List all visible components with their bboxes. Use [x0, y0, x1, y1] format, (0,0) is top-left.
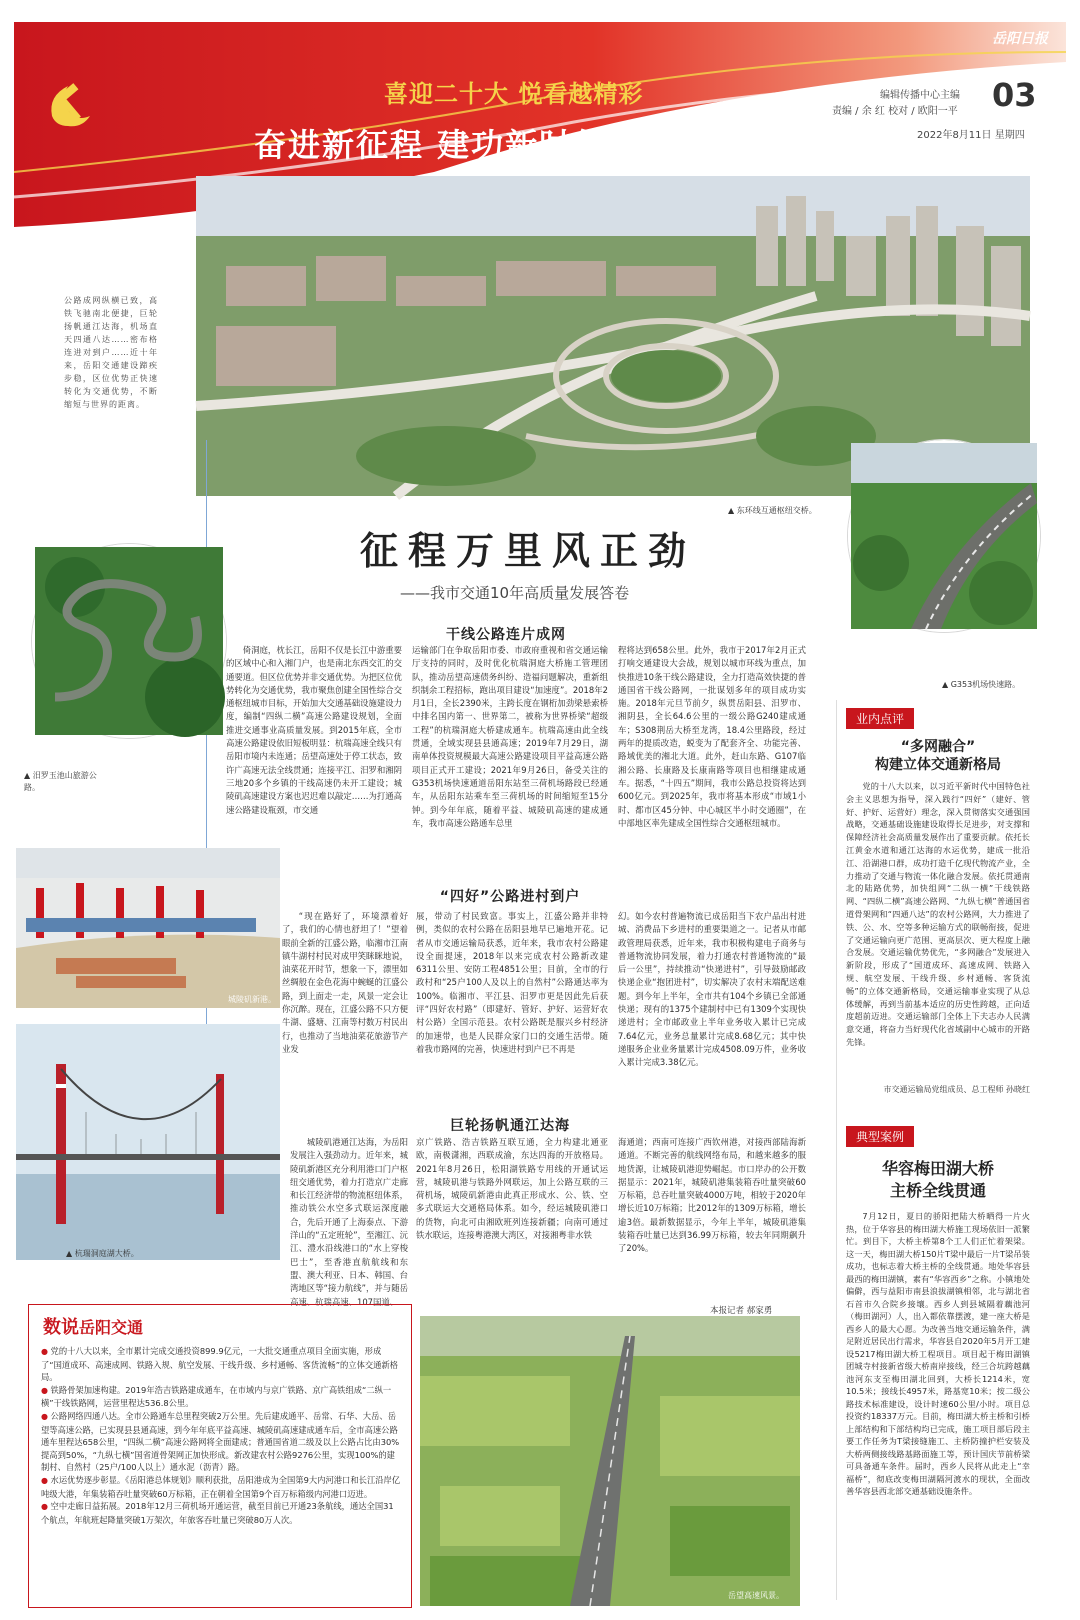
data-list-item-text: 水运优势逐步彰显。《岳阳港总体规划》顺利获批，岳阳港成为全国第9大内河港口和长江沿岸亿吨级大港，年集装箱吞吐量突破60万标箱，正在朝着全国第9个百万标箱级内河港口迈进。: [41, 1474, 401, 1499]
section3-col3-text: 海通道；西南可连接广西钦州港，对接西部陆海新通道。不断完善的航线网络布局，和越来越多的服地货源，让城陵矶港迎势崛起。市口岸办的公开数据显示：2021年，城陵矶港集装箱吞吐量突破60万标箱，总吞吐量突破4000万吨，相较于2020年增长近10万标箱；比2012年的1309万标箱，增长逾3倍。最新数据显示，今年上半年，城陵矶港集装箱吞吐量已达到36.99万标箱，较去年同期飙升了20%。: [618, 1137, 806, 1254]
road-caption: 岳望高速风景。: [728, 1591, 784, 1600]
bullet-icon: ●: [41, 1475, 51, 1485]
main-title: 奋进新征程 建功新时代 · 非凡十年: [254, 126, 784, 164]
data-list-item-text: 空中走廊日益拓展。2018年12月三荷机场开通运营，截至目前已开通23条航线，通达全国31个航点，年航班起降量突破1万架次，年旅客吞吐量已突破80万人次。: [41, 1501, 394, 1525]
intro-text: 公路成网纵横已致，高铁飞驰南北便捷，巨轮扬帆通江达海，机场直天四通八达……密布格连进对到户……近十年来，岳阳交通建设蹄疾步稳，区位优势正快速转化为交通优势，不断缩短与世界的距离。: [64, 296, 158, 409]
bullet-icon: ●: [41, 1411, 51, 1421]
section1-col3: [618, 644, 806, 874]
data-list-item: [41, 1474, 401, 1500]
section2-col3-text: 幻。如今农村普遍物流已成岳阳当下农户品出村进城、消费品下乡进村的重要渠道之一。记者从市邮政管理局获悉，近年来，我市积极构建电子商务与普通物流协同发展，着力打通农村普通物流的“最后一公里”，持续推动“快递进村”，引导鼓励邮政快递企业“抱团进村”，切实解决了农村末端配送难题。到今年上半年，全市共有104个乡镇已全部通快递；现有的1375个建制村中已有1309个实现快递进村；全市邮政业上半年业务收入累计已完成7.64亿元，业务总量累计完成8.68亿元；其中快递服务企业业务量累计完成4508.09万件，业务收入累计完成3.38亿元。: [618, 911, 806, 1068]
section2-col1: [282, 910, 408, 1086]
staff-line: 责编 / 余 红 校对 / 欧阳一平: [832, 106, 958, 117]
issue-date: 2022年8月11日 星期四: [917, 130, 1025, 141]
review-title-line2: 构建立体交通新格局: [875, 757, 1001, 773]
triangle-icon: ▲: [942, 680, 951, 689]
data-list-item-text: 党的十八大以来，全市累计完成交通投资899.9亿元，一大批交通重点项目全面实施，形成了“国道成环、高速成网、铁路入规、航空发展、干线升级、乡村通畅、客货流畅”的立体交通新格局。: [41, 1346, 399, 1383]
section2-title: “四好”公路进村到户: [439, 889, 581, 905]
right-divider: [836, 700, 837, 1600]
review-text: [846, 780, 1030, 1080]
triangle-icon: ▲: [66, 1249, 75, 1258]
data-box-title: [29, 1305, 411, 1345]
section1-col1-text: 倚洞庭，枕长江，岳阳不仅是长江中游重要的区域中心和入湘门户，也是南北东西交汇的交通要道。但区位优势并非交通优势。为把区位优势转化为交通优势，我市聚焦创建全国性综合交通枢纽城市目标，开始加大交通基础设施建设力度，编制“四纵二横”高速公路建设规划，全面推进交通事业高质量发展。到2015年底，全市高速公路建设依旧短板明显：杭瑞高速全线只有岳阳市境内未连通；岳望高速处于停工状态，致许广高速无法全线贯通；连接平江、汨罗和湘阴三地20多个乡镇的干线高速仍未开工建设；城陵矶高速建设方案也迟迟难以敲定……为打通高速公路建设瓶颈，市交通: [226, 645, 402, 815]
data-list-item-text: 铁路骨架加速构建。2019年浩吉铁路建成通车，在市域内与京广铁路、京广高铁组成“二纵一横”干线铁路网，运营里程达536.8公里。: [41, 1384, 392, 1409]
party-emblem-icon: [38, 76, 98, 136]
section2-col3: [618, 910, 806, 1086]
data-list: [29, 1345, 411, 1526]
byline: 本报记者 郝家勇: [710, 1306, 773, 1316]
bridge-caption-text: 杭瑞洞庭湖大桥。: [74, 1249, 139, 1258]
data-box-title-rest: 岳阳交通: [79, 1318, 144, 1337]
section1-title: 干线公路连片成网: [446, 627, 566, 643]
winding-road-photo: [32, 544, 226, 738]
data-list-item-text: 公路网络四通八达。全市公路通车总里程突破2万公里。先后建成通平、岳常、石华、大岳、岳望等高速公路，已实现县县通高速，到今年年底平益高速、城陵矶高速建成通车后，全市高速公路通车里程达658公里，“四纵二横”高速公路网将全面建成；普通国省道二级及以上公路占比由30%提高到50%，“九纵七横”国省道骨架网正加快形成。新改建农村公路9276公里，实现100%的建制村、自然村（25户/100人以上）通水泥（沥青）路。: [41, 1410, 400, 1473]
bridge-caption: [66, 1248, 139, 1259]
review-tag: [846, 708, 914, 729]
section2-col1-text: “现在路好了，环境漂着好了，我们的心情也舒坦了！”望着眼前全新的江盛公路，临湘市江南镇牛湖村村民对成甲笑眯眯地说，油菜花开时节，想象一下，漂里如丝绸般在金色花海中蜿蜒的江盛公路，到上面走一走，风景一定会让你沉醉。现在，江盛公路不只方便牛湖、盛塘、江南等村数万村民出行，也推动了当地油菜花旅游节产业发: [282, 911, 408, 1054]
section2-col2: [416, 910, 608, 1086]
editor-center: 编辑传播中心主编: [880, 90, 960, 101]
article-title: 征程万里风正劲: [360, 528, 697, 573]
section1-col3-text: 程将达到658公里。此外，我市于2017年2月正式打响交通建设大会战，规划以城市环线为重点，加快推进10条干线公路建设，全力打造高效快捷的普通国省干线公路网，一批谋划多年的项目成功实施。2018年元旦节前夕，纵贯岳阳县、汨罗市、湘阴县，全长64.6公里的一级公路G240建成通车；S308荆岳大桥至龙湾，18.4公里路段，经过两年的提质改造，蜕变为了配套齐全、功能完善、路域优美的湘北大道。此外，赶山东路、G107临湘公路、长康路及长康南路等项目也相继建成通车。据悉，“十四五”期间，我市公路总投资将达到600亿元。到2025年，我市将基本形成“市域1小时、都市区45分钟、中心城区半小时交通圈”，在中部地区率先建成全国性综合交通枢纽城市。: [618, 645, 806, 828]
circle-right-caption: [942, 679, 1020, 690]
section3-title: 巨轮扬帆通江达海: [450, 1118, 570, 1134]
data-list-item: [41, 1345, 401, 1384]
triangle-icon: ▲: [24, 771, 33, 780]
case-tag-label: 典型案例: [846, 1126, 914, 1147]
data-list-item: [41, 1500, 401, 1526]
case-tag: [846, 1126, 914, 1147]
circle1-caption: [24, 770, 104, 794]
section1-col1: [226, 644, 402, 874]
circle-right-caption-text: G353机场快速路。: [950, 680, 1021, 689]
g353-road-photo: [848, 440, 1040, 632]
bullet-icon: ●: [41, 1347, 51, 1356]
triangle-icon: ▲: [728, 506, 737, 515]
page-number: 03: [992, 76, 1037, 114]
review-title-line1: “多网融合”: [900, 739, 976, 755]
section3-col1: [290, 1136, 408, 1307]
section1-col2: [412, 644, 608, 874]
case-title-line2: 主桥全线贯通: [889, 1181, 986, 1200]
article-subtitle: ——我市交通10年高质量发展答卷: [400, 584, 630, 602]
road-photo: [420, 1316, 800, 1606]
newspaper-logo: 岳阳日报: [992, 31, 1048, 47]
slogan: 喜迎二十大 悦看越精彩: [384, 80, 644, 108]
section2-col2-text: 展，带动了村民致富。事实上，江盛公路并非特例，类似的农村公路在岳阳县地早已遍地开花。记者从市交通运输局获悉，近年来，我市农村公路建设全面提速，2018年以来完成农村公路新改建6311公里、安防工程4851公里；目前，全市的行政村和“25户100人及以上的自然村”公路通达率为100%。临湘市、平江县、汨罗市更是因此先后获评“四好农村路”（即建好、管好、护好、运营好农村公路）全国示范县。农村公路既是服兴乡村经济的加速带，也是人民群众家门口的交通生活带。随着我市路网的完善，快速进村到户已不再是: [416, 911, 608, 1054]
section3-col1-text: 城陵矶港通江达海，为岳阳发展注入强劲动力。近年来，城陵矶新港区充分利用港口门户枢纽交通优势，着力打造京广走廊和长江经济带的物流枢纽体系，推动铁公水空多式联运深度融合，先后开通了上海泰点、下游洋山的“五定班轮”，至湘江、沅江、澧水沿线港口的“水上穿梭巴士”，至香港直航航线和东盟、澳大利亚、日本、韩国、台湾地区等“接力航线”，并与随岳高速、杭瑞高速、107国道、: [290, 1137, 408, 1307]
case-title-line1: 华容梅田湖大桥: [881, 1159, 994, 1178]
section3-col2: [416, 1136, 608, 1300]
section3-col3: [618, 1136, 806, 1300]
bullet-icon: ●: [41, 1502, 51, 1512]
top-photo-caption: [728, 505, 817, 516]
circle1-caption-text: 汨罗玉池山旅游公路。: [24, 771, 97, 792]
review-signature: 市交通运输局党组成员、总工程师 孙晓红: [883, 1085, 1030, 1094]
section1-col2-text: 运输部门在争取岳阳市委、市政府重视和省交通运输厅支持的同时，及时优化杭瑞洞庭大桥施工管理团队，推动岳望高速债务纠纷、造福问题解决，重新组织制余工程招标，跑出项目建设“加速度”。2018年2月1日，全长2390米，主跨长度在钢桁加劲梁悬索桥中排名国内第一、世界第二，被称为世界桥梁“超级工程”的杭瑞洞庭大桥建成通车。杭瑞高速由此全线贯通，全域实现县县通高速；2019年7月29日，湖南单体投资规模最大高速公路建设项目平益高速公路项目正式开工建设；2021年9月26日，备受关注的G353机场快速通道岳阳东站至三荷机场路段已经通车，从岳阳东站乘车至三荷机场的时间缩短至15分钟。到今年年底，随着平益、城陵矶高速的建成通车，我市高速公路通车总里: [412, 645, 608, 828]
port-photo: [16, 848, 280, 1008]
review-tag-label: 业内点评: [846, 708, 914, 729]
bridge-photo: [16, 1024, 280, 1260]
data-box: [28, 1304, 412, 1608]
port-caption: 城陵矶新港。: [228, 995, 276, 1004]
data-list-item: [41, 1384, 401, 1410]
case-text-body: 7月12日，夏日的骄阳把陆大桥晒得一片火热，位于华容县的梅田湖大桥施工现场依旧一派繁忙。到目下，大桥主桥第8个工人们正忙着架梁。这一天，梅田湖大桥150片T梁中最后一片T梁吊装成功，也标志着大桥主桥的全线贯通。地处华容县最西的梅田湖镇，素有“华容西乡”之称。小镇地处偏僻，西与益阳市南县浪拔湖镇相邻，北与湖北省石首市久合院乡接壤。西乡人到县城隔着藕池河（梅田湖河）人，出入都依靠摆渡，建一座大桥是西乡人的最大心愿。为改善当地交通运输条件，满足附近居民出行需求，华容县自2020年5月开工建设5217梅田湖大桥工程项目。项目起于梅田湖镇团城寺村接新省级大桥南岸接线，经三合坑跨越藕池河东支至梅田湖北回到，大桥长1214米，宽10.5米；接线长4957米，路基宽10米；按二级公路技术标准建设，设计时速60公里/小时。项目总投资约18337万元。目前，梅田湖大桥主桥和引桥上部结构和下部结构均已完成，施工项目部后段主要工作任务为T梁接缝施工、主桥防撞护栏安装及大桥两侧接线路基路面施工等，预计国庆节前桥梁可具备通车条件。届时，西乡人民将从此走上“幸福桥”，彻底改变梅田湖隔河渡水的现状，全面改善华容县西北部交通基础设施条件。: [846, 1211, 1030, 1496]
review-text-body: 党的十八大以来，以习近平新时代中国特色社会主义思想为指导，深入践行“四好”（建好、管好、护好、运营好）理念，深入贯彻落实交通强国战略，交通基础设施建设取得长足进步，对支撑和保障经济社会高质量发展作出了重要贡献。依托长江黄金水道和通江达海的水运优势，建成一批沿江、沿湖港口群，成功打造千亿现代物流产业，全力推动了交通与物流一体化融合发展。依托贯通南北的陆路优势，加快组网“二纵一横”干线铁路网、“四纵二横”高速公路网、“九纵七横”普通国省道骨架网和“四通八达”的农村公路网，大力推进了铁、公、水、空等多种运输方式的联畅衔接，促进了交通运输向更广范围、更高层次、更大程度上融合发展。交通运输优势优先，“多网融合”发展进入新阶段，形成了“国道成环、高速成网、铁路入规、航空发展、干线升级、乡村通畅、客货流畅”的立体交通新格局，交通运输事业实现了从总体缓解，再到当前基本适应的历史性跨越，正向适度超前迈进。交通运输部门全体上下夫志办人民满意交通，将奋力当好现代化省域副中心城市的开路先锋。: [846, 781, 1030, 1047]
bullet-icon: ●: [41, 1385, 51, 1395]
data-list-item: [41, 1410, 401, 1474]
top-photo-caption-text: 东环线互通枢纽交桥。: [736, 506, 817, 515]
data-box-title-red: 数说: [43, 1317, 79, 1338]
case-text: [846, 1210, 1030, 1610]
section3-col2-text: 京广铁路、浩吉铁路互联互通，全力构建北通亚欧，南极潇湘，西联成渝，东达四海的开放格局。2021年8月26日，松阳湖铁路专用线的开通试运营，城陵矶港与铁路外网联运，加上公路互联的三荷机场，城陵矶新港由此真正形成水、公、铁、空多式联运大交通格局体系。如今，经运城陵矶港口的货物，向北可由湘欧班列连接新疆；向南可通过铁水联运，连接粤港澳大湾区，对接湘粤非水铁: [416, 1137, 608, 1241]
